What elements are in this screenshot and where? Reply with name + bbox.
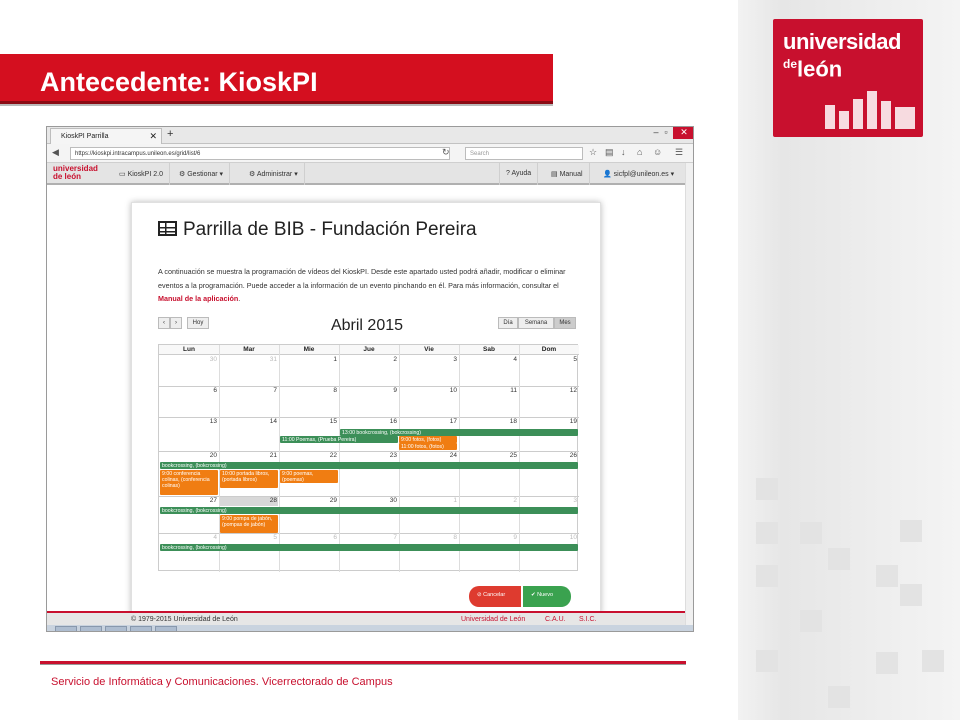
maximize-icon[interactable]: ▫ [664,127,668,137]
user-menu[interactable]: 👤 sicfpl@unileon.es ▾ [603,171,675,178]
day-cell-number[interactable]: 22 [329,452,337,459]
home-icon[interactable]: ⌂ [637,147,643,157]
footer-link-sic[interactable]: S.I.C. [579,616,597,623]
manual-link[interactable]: ▤ Manual [545,163,590,185]
day-header-mar: Mar [243,346,255,353]
app-logo[interactable] [53,165,98,181]
day-header-mie: Mie [303,346,315,353]
footer-divider [40,661,686,664]
day-cell-number[interactable]: 6 [213,387,217,394]
event-bookcrossing-4[interactable]: bookcrossing, (bokcrossing) [160,544,578,551]
day-cell-number[interactable]: 5 [573,356,577,363]
day-cell-number[interactable]: 23 [389,452,397,459]
clipboard-icon[interactable]: ▤ [605,147,614,157]
chat-icon[interactable]: ☺ [653,147,663,157]
menu-administrar-label: Administrar [256,171,293,178]
window-close-icon[interactable]: ✕ [673,127,694,139]
panel-title-text: Parrilla de BIB - Fundación Pereira [183,219,477,240]
tab-bar [47,127,694,144]
taskbar-item[interactable] [105,626,127,632]
month-title: Abril 2015 [330,317,404,334]
day-cell-number[interactable]: 7 [393,534,397,541]
day-cell-number[interactable]: 7 [273,387,277,394]
day-cell-number[interactable]: 21 [269,452,277,459]
day-cell-number[interactable]: 6 [333,534,337,541]
day-header-sab: Sab [483,346,495,353]
prev-month-button[interactable]: ‹ [158,317,170,329]
url-field[interactable]: https://kioskpi.intracampus.unileon.es/grid/list/6 [70,147,450,160]
day-cell-number[interactable]: 9 [393,387,397,394]
day-cell-number[interactable]: 20 [209,452,217,459]
university-logo [773,19,923,137]
day-cell-number[interactable]: 17 [449,418,457,425]
day-cell-number[interactable]: 8 [453,534,457,541]
back-icon[interactable]: ◀ [52,147,59,157]
day-cell-number[interactable]: 4 [513,356,517,363]
brand-label: KioskPI 2.0 [127,171,163,178]
logo-line1: universidad [783,29,901,54]
minimize-icon[interactable]: – [653,127,659,137]
taskbar-item[interactable] [80,626,102,632]
day-cell-number[interactable]: 26 [569,452,577,459]
logo-bars-graphic [825,89,915,129]
tab-title: KioskPI Parrilla [61,133,109,140]
menu-gestionar[interactable]: ⚙ Gestionar ▾ [173,163,230,185]
day-cell-number[interactable]: 10 [569,534,577,541]
browser-search-input[interactable]: Search [465,147,583,160]
new-button[interactable]: ✔ Nuevo [523,586,571,607]
day-cell-number[interactable]: 15 [329,418,337,425]
slide-title: Antecedente: KioskPI [40,67,318,97]
brand-link[interactable]: ▭ KioskPI 2.0 [113,163,170,185]
event-bookcrossing-2[interactable]: bookcrossing, (bokcrossing) [160,462,578,469]
event-poemas[interactable]: 11:00 Poemas, (Prueba Pereira) [280,436,398,443]
view-day-button[interactable]: Día [498,317,518,329]
menu-gestionar-label: Gestionar [187,171,218,178]
manual-label: Manual [559,171,583,178]
day-cell-number[interactable]: 13 [209,418,217,425]
title-banner [0,54,553,104]
day-cell-number[interactable]: 14 [269,418,277,425]
help-label: Ayuda [511,170,532,177]
tab-close-icon[interactable]: ✕ [149,131,157,141]
day-cell-number[interactable]: 9 [513,534,517,541]
new-tab-icon[interactable]: + [167,128,174,140]
menu-icon[interactable]: ☰ [675,147,684,157]
next-month-button[interactable]: › [170,317,182,329]
desc-end: . [238,294,241,303]
os-taskbar [47,625,694,632]
day-cell-number[interactable]: 4 [213,534,217,541]
day-cell-number[interactable]: 3 [573,497,577,504]
event-conferencia[interactable]: 9:00 conferencia colinas, (conferencia colinas) [160,470,218,495]
day-cell-number[interactable]: 1 [453,497,457,504]
day-cell-number[interactable]: 16 [389,418,397,425]
footer-link-ule[interactable]: Universidad de León [461,616,526,623]
star-icon[interactable]: ☆ [589,147,598,157]
help-link[interactable]: ? Ayuda [499,163,538,185]
manual-doc-link[interactable]: Manual de la aplicación [158,294,239,303]
day-cell-number[interactable]: 11 [510,387,517,394]
today-button[interactable]: Hoy [187,317,209,329]
cancel-button[interactable]: ⊘ Cancelar [469,586,521,607]
day-cell-number[interactable]: 27 [209,497,217,504]
day-header-jue: Jue [363,346,375,353]
menu-administrar[interactable]: ⚙ Administrar ▾ [243,163,305,185]
event-bookcrossing-3[interactable]: bookcrossing, (bokcrossing) [160,507,578,514]
event-pompas[interactable]: 9:00 pompa de jabón, (pompas de jabón) [220,515,278,533]
day-cell-number[interactable]: 1 [333,356,337,363]
day-cell-number[interactable]: 30 [389,497,397,504]
view-month-button[interactable]: Mes [554,317,576,329]
day-cell-number[interactable]: 28 [269,497,277,504]
event-fotos-2[interactable]: 11:00 fotos, (fotos) [399,443,457,450]
event-bookcrossing-1[interactable]: 13:00 bookcrossing, (bokcrossing) [340,429,578,436]
day-cell-number[interactable]: 2 [513,497,517,504]
reload-icon[interactable]: ↻ [442,147,450,157]
day-header-lun: Lun [183,346,195,353]
navigation-bar [47,144,694,163]
view-week-button[interactable]: Semana [518,317,554,329]
panel-title [158,219,477,241]
logo-leon: león [797,56,843,82]
logo-de: de [783,57,798,71]
desc-text: A continuación se muestra la programación de vídeos del KioskPI. Desde este apartado usted podrá añadir, modificar o eliminar eventos a la programación. Puede acceder a la información de un evento pinchando en él. Para más información, consultar el [158,267,566,290]
panel-description [158,265,578,306]
new-label: Nuevo [537,592,554,598]
taskbar-item[interactable] [155,626,177,632]
day-cell-number[interactable]: 19 [569,418,577,425]
user-label: sicfpl@unileon.es [613,171,669,178]
logo-line2 [783,53,913,80]
day-cell-number[interactable]: 24 [449,452,457,459]
day-cell-number[interactable]: 31 [269,356,277,363]
event-fotos-1[interactable]: 9:00 fotos, (fotos) [399,436,457,443]
day-header-dom: Dom [541,346,557,353]
day-cell-number[interactable]: 8 [333,387,337,394]
download-icon[interactable]: ↓ [621,147,626,157]
browser-tab[interactable] [50,128,162,144]
slide-footer: Servicio de Informática y Comunicaciones. Vicerrectorado de Campus [51,676,393,688]
day-cell-number[interactable]: 3 [453,356,457,363]
site-footer [47,611,685,625]
day-cell-number[interactable]: 30 [209,356,217,363]
day-cell-number[interactable]: 12 [569,387,577,394]
cancel-label: Cancelar [483,592,506,598]
event-poemas-2[interactable]: 9:00 poemas, (poemas) [280,470,338,483]
taskbar-item[interactable] [55,626,77,632]
day-cell-number[interactable]: 10 [449,387,457,394]
day-cell-number[interactable]: 25 [509,452,517,459]
app-logo-l1: universidad [53,164,98,173]
day-header-vie: Vie [424,346,434,353]
day-cell-number[interactable]: 5 [273,534,277,541]
event-portada[interactable]: 10:00 portada libros, (portada libros) [220,470,278,488]
app-logo-l2: de león [53,172,82,181]
month-calendar [158,344,578,571]
table-icon [158,221,177,236]
day-cell-number[interactable]: 29 [329,497,337,504]
copyright: © 1979-2015 Universidad de León [131,616,238,623]
scrollbar[interactable] [685,163,694,632]
day-cell-number[interactable]: 2 [393,356,397,363]
footer-link-cau[interactable]: C.A.U. [545,616,566,623]
taskbar-item[interactable] [130,626,152,632]
browser-window [46,126,694,632]
day-cell-number[interactable]: 18 [509,418,517,425]
main-panel [131,202,601,615]
app-navbar [47,163,685,185]
